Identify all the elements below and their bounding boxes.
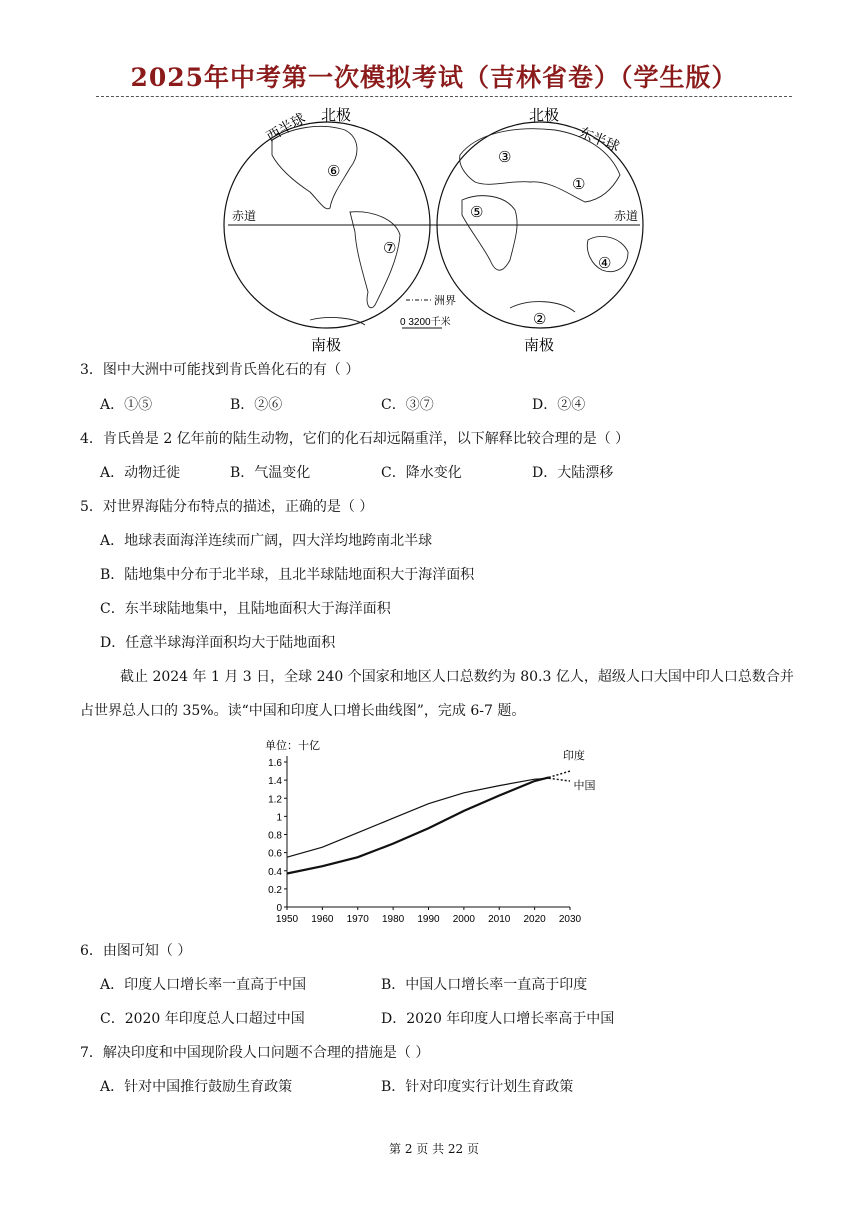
question-6-option-a: A．印度人口增长率一直高于中国	[100, 977, 307, 993]
south-pole-label-west: 南极	[311, 337, 342, 354]
x-tick-label: 1980	[382, 914, 405, 925]
marker-5: ⑤	[470, 203, 484, 221]
y-tick-label: 0.6	[268, 848, 282, 860]
x-tick-label: 2010	[488, 914, 511, 925]
scale-label: 0 3200千米	[400, 317, 451, 328]
question-3-option-a: A．①⑤	[100, 397, 153, 413]
y-tick-label: 0.2	[268, 884, 282, 896]
chart-ylabel: 单位：十亿	[265, 740, 320, 752]
y-tick-label: 0	[276, 903, 282, 914]
y-tick-label: 1.6	[268, 758, 282, 769]
question-3-option-b: B．②⑥	[230, 397, 283, 413]
y-tick-label: 0.8	[268, 830, 282, 842]
x-tick-label: 1970	[346, 914, 369, 925]
x-tick-label: 2000	[452, 914, 475, 925]
population-growth-chart	[255, 735, 615, 935]
north-pole-label-west: 北极	[321, 107, 352, 124]
x-tick-label: 2020	[523, 914, 546, 925]
y-tick-label: 0.4	[268, 866, 282, 878]
y-tick-label: 1.2	[268, 794, 282, 806]
passage-text: 截止 2024 年 1 月 3 日，全球 240 个国家和地区人口总数约为 80.3 亿人，超级人口大国中印人口总数合并占世界总人口的 35%。读“中国和印度人口增长曲线图”，完成 6-7 题。	[80, 669, 794, 719]
x-tick-label: 2030	[558, 914, 582, 925]
projection-line-china	[549, 778, 570, 781]
question-6-stem: 6．由图可知（ ）	[80, 943, 192, 959]
question-4-option-a: A．动物迁徙	[100, 465, 181, 481]
y-tick-label: 1.4	[268, 776, 282, 788]
marker-4: ④	[598, 254, 612, 272]
marker-7: ⑦	[383, 239, 397, 257]
page-footer: 第 2 页 共 22 页	[389, 1142, 479, 1156]
question-4-option-d: D．大陆漂移	[532, 465, 614, 481]
question-6-option-b: B．中国人口增长率一直高于印度	[381, 977, 588, 993]
marker-2: ②	[533, 310, 547, 328]
title-divider	[96, 96, 792, 97]
page-title: 2025年中考第一次模拟考试（吉林省卷）（学生版）	[130, 63, 738, 92]
west-hemisphere-label: 西半球	[263, 109, 308, 145]
question-3-option-c: C．③⑦	[381, 397, 434, 413]
question-5-stem: 5．对世界海陆分布特点的描述，正确的是（ ）	[80, 499, 374, 515]
question-6-option-c: C．2020 年印度总人口超过中国	[100, 1011, 305, 1027]
equator-label-west: 赤道	[232, 209, 257, 223]
question-4-option-b: B．气温变化	[230, 465, 311, 481]
y-tick-label: 1	[276, 812, 282, 824]
x-tick-label: 1960	[311, 914, 334, 925]
question-6-option-d: D．2020 年印度人口增长率高于中国	[381, 1011, 615, 1027]
marker-1: ①	[572, 175, 586, 193]
projection-line-india	[549, 771, 570, 777]
x-tick-label: 1990	[417, 914, 440, 925]
question-5-option-d: D．任意半球海洋面积均大于陆地面积	[100, 635, 336, 651]
series-label-china: 中国	[573, 780, 596, 793]
world-hemispheres-map	[210, 100, 660, 360]
question-4-option-c: C．降水变化	[381, 465, 462, 481]
question-7-stem: 7．解决印度和中国现阶段人口问题不合理的措施是（ ）	[80, 1045, 430, 1061]
question-3-stem: 3．图中大洲中可能找到肯氏兽化石的有（ ）	[80, 362, 360, 378]
south-pole-label-east: 南极	[524, 337, 555, 354]
question-3-option-d: D．②④	[532, 397, 586, 413]
x-tick-label: 1950	[275, 914, 299, 925]
question-5-option-c: C．东半球陆地集中，且陆地面积大于海洋面积	[100, 601, 391, 617]
series-line-india	[287, 777, 549, 873]
boundary-legend-label: 洲界	[434, 295, 456, 307]
east-hemisphere-label: 东半球	[576, 123, 622, 155]
question-7-option-a: A．针对中国推行鼓励生育政策	[100, 1079, 293, 1095]
series-label-india: 印度	[562, 750, 585, 763]
marker-6: ⑥	[327, 162, 341, 180]
marker-3: ③	[498, 148, 512, 166]
equator-label-east: 赤道	[614, 209, 639, 223]
north-pole-label-east: 北极	[529, 107, 560, 124]
question-5-option-a: A．地球表面海洋连续而广阔，四大洋均地跨南北半球	[100, 533, 433, 549]
question-4-stem: 4．肯氏兽是 2 亿年前的陆生动物，它们的化石却远隔重洋，以下解释比较合理的是（ ）	[80, 431, 630, 447]
question-7-option-b: B．针对印度实行计划生育政策	[381, 1079, 574, 1095]
question-5-option-b: B．陆地集中分布于北半球，且北半球陆地面积大于海洋面积	[100, 567, 475, 583]
